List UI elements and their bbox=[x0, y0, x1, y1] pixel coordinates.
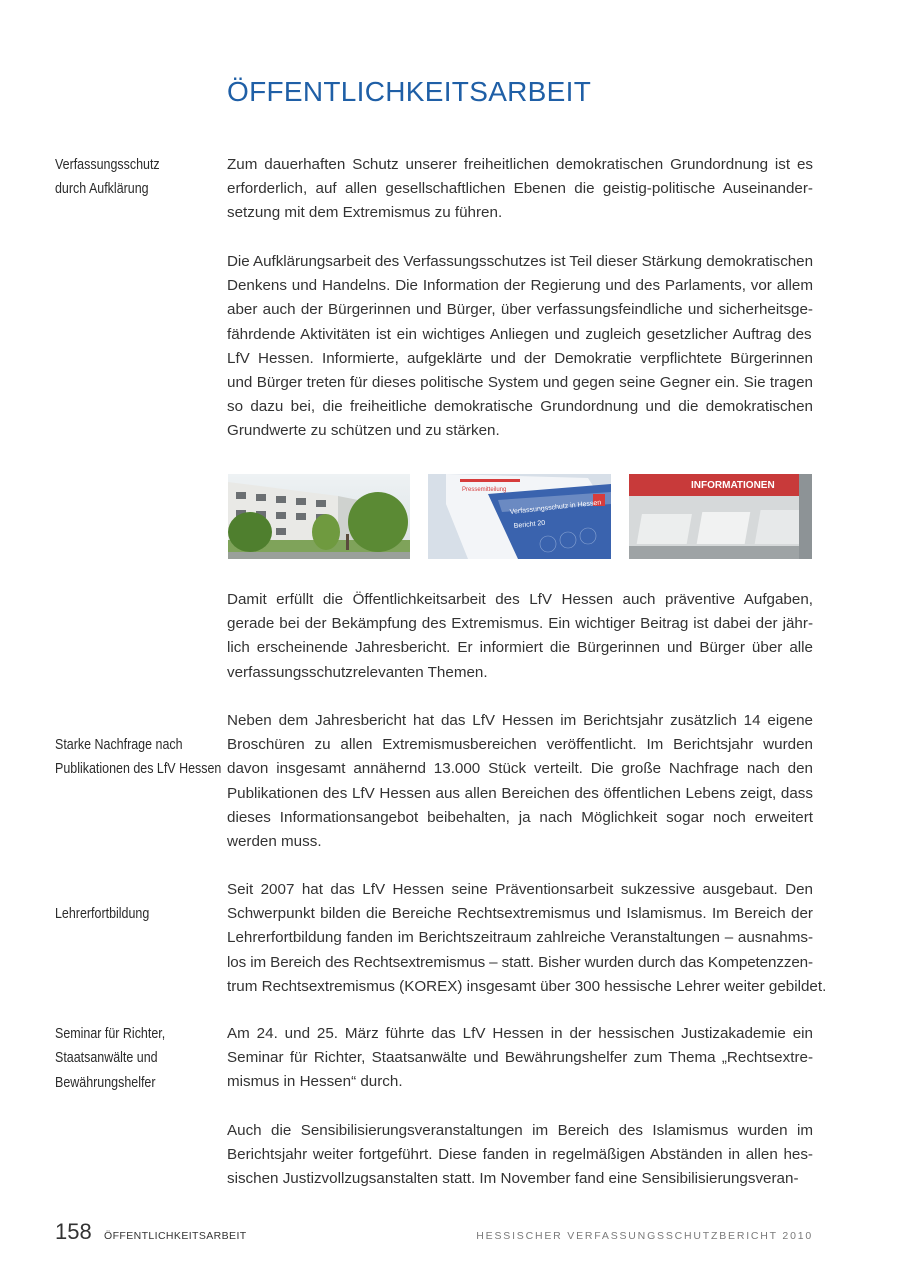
paragraph-line: werden muss. bbox=[227, 833, 322, 851]
page-number: 158 bbox=[55, 1219, 92, 1244]
paragraph-line: Schwerpunkt bilden die Bereiche Rechtsextremismus und Islamismus. Im Bereich der bbox=[227, 905, 813, 923]
paragraph-line: Denkens und Handelns. Die Information der Regierung und des Parlaments, vor allem bbox=[227, 277, 813, 295]
photo-report-cover bbox=[428, 474, 611, 559]
paragraph-7 bbox=[227, 1119, 813, 1192]
sidenote-line: Staatsanwälte und bbox=[55, 1050, 158, 1067]
paragraph-5 bbox=[227, 878, 827, 999]
paragraph-line: Damit erfüllt die Öffentlichkeitsarbeit des LfV Hessen auch präventive Aufgaben, bbox=[227, 591, 813, 608]
paragraph-line: Berichtsjahr weiter fortgeführt. Diese fanden in regelmäßigen Abständen in allen hes- bbox=[227, 1146, 813, 1164]
paragraph-line: sischen Justizvollzugsanstalten statt. Im November fand eine Sensibilisierungsveran- bbox=[227, 1170, 799, 1188]
sidenote-line: Publikationen des LfV Hessen bbox=[55, 761, 222, 778]
paragraph-line: Grundwerte zu schützen und zu stärken. bbox=[227, 422, 500, 440]
paragraph-line: dieses Informationsangebot beibehalten, ja nach Möglichkeit sogar noch erweitert bbox=[227, 808, 813, 826]
paragraph-line: Broschüren zu allen Extremismusbereichen veröffentlicht. Im Berichtsjahr wurden bbox=[227, 736, 813, 754]
paragraph-line: fährdende Aktivitäten ist ein wichtiges Anliegen und zugleich gesetzlicher Auftrag des bbox=[227, 325, 812, 343]
paragraph-line: Seminar für Richter, Staatsanwälte und Bewährungshelfer zum Thema „Rechtsextre- bbox=[227, 1049, 813, 1067]
page-title: ÖFFENTLICHKEITSARBEIT bbox=[227, 76, 592, 107]
paragraph-line: Am 24. und 25. März führte das LfV Hessen in der hessischen Justizakademie ein bbox=[227, 1025, 813, 1042]
sidenote-line: durch Aufklärung bbox=[55, 181, 149, 198]
footer-publication: HESSISCHER VERFASSUNGSSCHUTZBERICHT 2010 bbox=[476, 1230, 813, 1242]
paragraph-line: erforderlich, auf allen gesellschaftlichen Ebenen die geistig-politische Auseinander- bbox=[227, 180, 813, 198]
paragraph-3 bbox=[227, 588, 813, 685]
paragraph-line: Seit 2007 hat das LfV Hessen seine Präventionsarbeit sukzessive ausgebaut. Den bbox=[227, 881, 813, 898]
paragraph-4 bbox=[227, 709, 813, 854]
paragraph-line: Die Aufklärungsarbeit des Verfassungsschutzes ist Teil dieser Stärkung demokratischen bbox=[227, 253, 813, 270]
paragraph-line: so dazu bei, die freiheitliche demokratische Grundordnung und die demokratischen bbox=[227, 398, 813, 416]
sidenote-line: Starke Nachfrage nach bbox=[55, 737, 183, 753]
sidenote-seminar bbox=[55, 1022, 193, 1095]
paragraph-line: Publikationen des LfV Hessen aus allen Bereichen des öffentlichen Lebens zeigt, dass bbox=[227, 784, 813, 802]
paragraph-line: verfassungsschutzrelevanten Themen. bbox=[227, 663, 488, 681]
paragraph-line: lich erscheinende Jahresbericht. Er informiert die Bürgerinnen und Bürger über alle bbox=[227, 639, 813, 657]
paragraph-line: LfV Hessen. Informierte, aufgeklärte und der Demokratie verpflichtete Bürgerinnen bbox=[227, 349, 813, 367]
paragraph-1 bbox=[227, 153, 813, 226]
photo-building bbox=[228, 474, 410, 559]
report-subtitle: Bericht 20 bbox=[513, 519, 546, 530]
sidenote-line: Seminar für Richter, bbox=[55, 1026, 166, 1042]
paragraph-line: mismus in Hessen“ durch. bbox=[227, 1073, 403, 1091]
sidenote-line: Verfassungsschutz bbox=[55, 157, 160, 173]
paragraph-2 bbox=[227, 250, 813, 444]
sidenote-nachfrage bbox=[55, 733, 222, 782]
paragraph-line: davon insgesamt annähernd 13.000 Stück verteilt. Die große Nachfrage nach den bbox=[227, 760, 813, 778]
paragraph-6 bbox=[227, 1022, 813, 1095]
paragraph-line: Lehrerfortbildung fanden im Berichtszeitraum zahlreiche Veranstaltungen – ausnahms- bbox=[227, 929, 813, 947]
sidenote-aufklaerung bbox=[55, 153, 193, 202]
report-label: Pressemitteilung bbox=[462, 487, 507, 493]
paragraph-line: Neben dem Jahresbericht hat das LfV Hessen im Berichtsjahr zusätzlich 14 eigene bbox=[227, 712, 813, 729]
footer-section: ÖFFENTLICHKEITSARBEIT bbox=[104, 1230, 247, 1242]
report-title: Verfassungsschutz in Hessen bbox=[509, 499, 602, 516]
paragraph-line: aber auch der Bürgerinnen und Bürger, über verfassungsfeindliche und sicherheitsge- bbox=[227, 301, 813, 319]
paragraph-line: Auch die Sensibilisierungsveranstaltungen im Bereich des Islamismus wurden im bbox=[227, 1122, 813, 1139]
paragraph-line: setzung mit dem Extremismus zu führen. bbox=[227, 204, 503, 222]
sidenote-lehrer bbox=[55, 902, 193, 926]
paragraph-line: los im Bereich des Rechtsextremismus – statt. Bisher wurden durch das Kompetenzzen- bbox=[227, 953, 813, 971]
paragraph-line: trum Rechtsextremismus (KOREX) insgesamt über 300 hessische Lehrer weiter gebildet. bbox=[227, 977, 827, 995]
paragraph-line: gerade bei der Bekämpfung des Extremismus. Ein wichtiger Beitrag ist dabei der jähr- bbox=[227, 615, 813, 633]
sidenote-line: Lehrerfortbildung bbox=[55, 906, 150, 922]
info-banner-text: INFORMATIONEN bbox=[691, 480, 775, 491]
paragraph-line: Zum dauerhaften Schutz unserer freiheitlichen demokratischen Grundordnung ist es bbox=[227, 156, 813, 173]
sidenote-line: Bewährungshelfer bbox=[55, 1074, 156, 1091]
photo-info-stand bbox=[629, 474, 812, 559]
paragraph-line: und Bürger treten für dieses politische System und gegen seine Gegner ein. Sie tragen bbox=[227, 374, 813, 392]
